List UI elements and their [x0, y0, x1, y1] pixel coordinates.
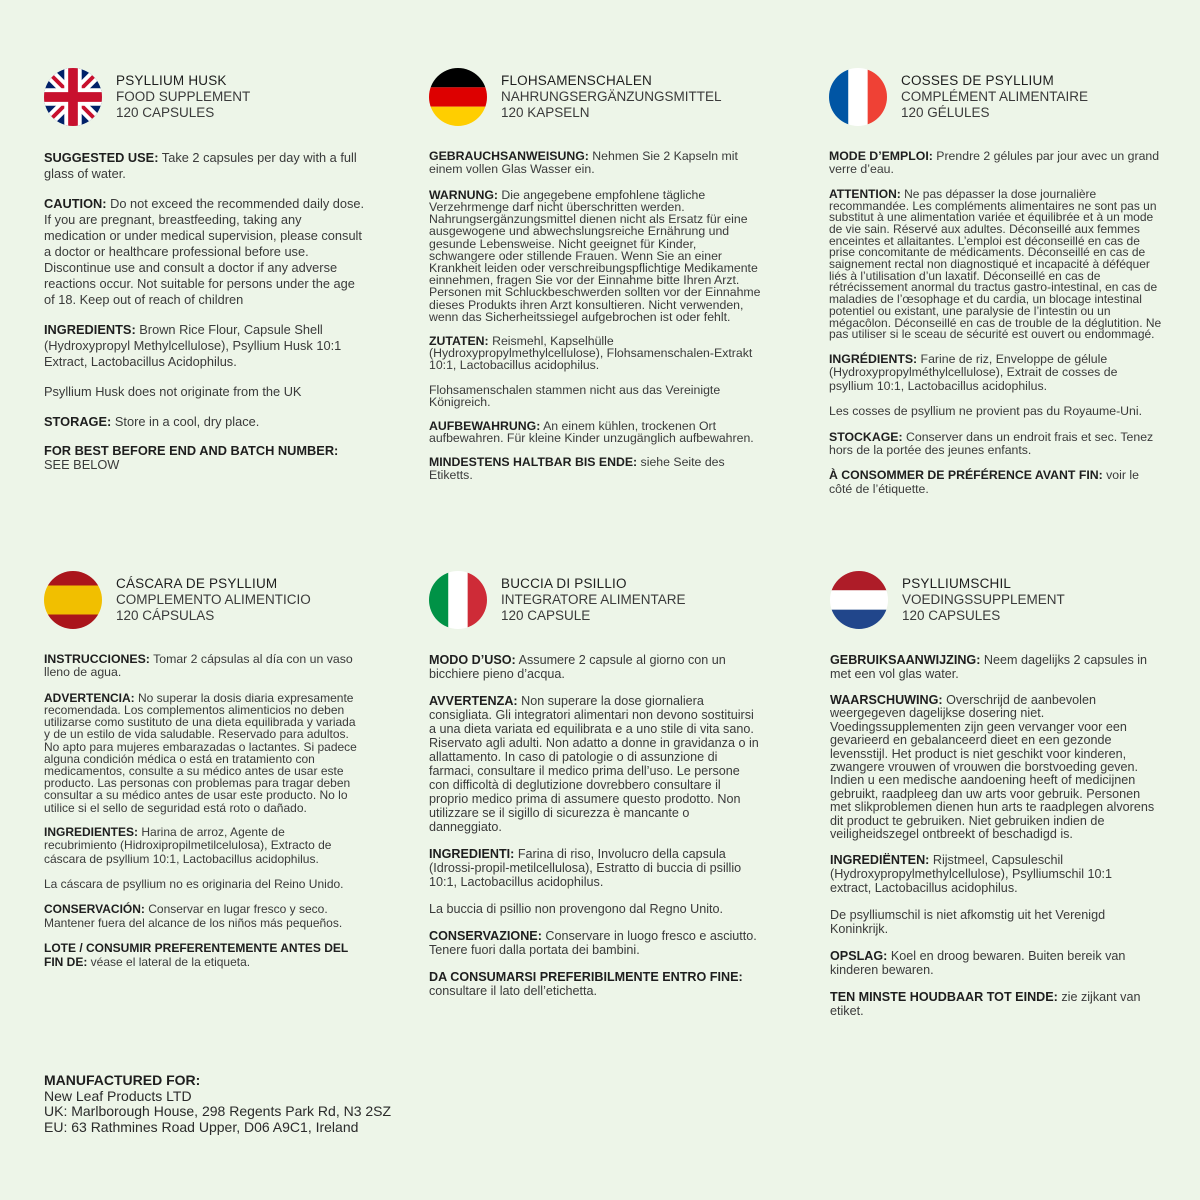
german-header [429, 66, 765, 128]
storage: OPSLAG: Koel en droog bewaren. Buiten bereik van kinderen bewaren. [830, 949, 1126, 978]
best-before: TEN MINSTE HOUDBAAR TOT EINDE: zie zijkant van etiket. [830, 990, 1141, 1019]
product-title: CÁSCARA DE PSYLLIUM [116, 576, 278, 591]
caution: ADVERTENCIA: No superar la dosis diaria expresamente recomendada. Los complementos alimenticios no deben utilizarse como sustituto de una dieta equilibrada y variada y de un estilo de vida saludable. Reservado para adultos. No apto para mujeres embarazadas o lactantes. Si padece alguna condición médica o está en tratamiento con medicamentos, consulte a su médico antes de usar este producto. Las personas con problemas para tragar deben consultar a su médico antes de usar este producto. No lo utilice si el sello de seguridad está roto o dañado. [44, 690, 357, 815]
origin-note: Les cosses de psyllium ne provient pas du Royaume-Uni. [829, 404, 1143, 419]
uk-address: UK: Marlborough House, 298 Regents Park Rd, N3 2SZ [44, 1103, 392, 1119]
french-section [829, 66, 1163, 508]
netherlands-flag-icon [830, 571, 888, 629]
suggested-use: GEBRUIKSAANWIJZING: Neem dagelijks 2 capsules in met een vol glas water. [830, 653, 1148, 681]
product-subtitle: COMPLÉMENT ALIMENTAIRE [901, 89, 1089, 104]
best-before: MINDESTENS HALTBAR BIS ENDE: siehe Seite des Etiketts. [429, 455, 725, 482]
origin-note: La buccia di psillio non provengono dal Regno Unito. [429, 902, 724, 916]
caution: WAARSCHUWING: Overschrijd de aanbevolen weergegeven dagelijkse dosering niet. Voedingssupplementen zijn geen vervanger voor een gevarieerd en gebalanceerd dieet en een gezonde levensstijl. Het product is niet geschikt voor kinderen, zwangere vrouwen of vrouwen die borstvoeding geven. Indien u een medische aandoening heeft of medicijnen gebruikt, raadpleeg dan uw arts voor gebruik. Personen met slikproblemen dienen hun arts te raadplegen alvorens dit product te gebruiken. Niet gebruiken indien de veiligheidszegel ontbreekt of beschadigd is. [830, 693, 1155, 842]
french-header [829, 66, 1163, 128]
italy-flag-icon [429, 571, 487, 629]
suggested-use: MODO D’USO: Assumere 2 capsule al giorno con un bicchiere pieno d’acqua. [429, 653, 726, 681]
ingredients: INGREDIENTS: Brown Rice Flour, Capsule Shell (Hydroxypropyl Methylcellulose), Psyllium Husk 10:1 Extract, Lactobacillus Acidophilus. [44, 322, 342, 369]
ingredients: INGREDIENTI: Farina di riso, Involucro della capsula (Idrossi-propil-metilcellulosa), Estratto di buccia di psillio 10:1, Lactobacillus acidophilus. [429, 847, 742, 889]
product-title: COSSES DE PSYLLIUM [901, 73, 1054, 88]
product-count: 120 CAPSULES [902, 608, 1001, 623]
product-subtitle: FOOD SUPPLEMENT [116, 89, 251, 104]
manufacturer-info [44, 1073, 391, 1135]
product-count: 120 GÉLULES [901, 105, 990, 120]
product-title: PSYLLIUM HUSK [116, 73, 227, 88]
german-section [429, 66, 765, 493]
france-flag-icon [829, 68, 887, 126]
product-subtitle: VOEDINGSSUPPLEMENT [902, 592, 1065, 607]
italian-header [429, 569, 759, 631]
spanish-section [44, 569, 360, 981]
manufactured-for-label: MANUFACTURED FOR: [44, 1072, 201, 1088]
ingredients: ZUTATEN: Reismehl, Kapselhülle (Hydroxypropylmethylcellulose), Flohsamenschalen-Extrakt 10:1, Lactobacillus acidophilus. [429, 334, 753, 373]
origin-note: Flohsamenschalen stammen nicht aus das Vereinigte Königreich. [429, 382, 721, 409]
suggested-use: GEBRAUCHSANWEISUNG: Nehmen Sie 2 Kapseln mit einem vollen Glas Wasser ein. [429, 149, 738, 177]
product-count: 120 CÁPSULAS [116, 608, 215, 623]
product-title: BUCCIA DI PSILLIO [501, 576, 627, 591]
product-count: 120 KAPSELN [501, 105, 590, 120]
product-subtitle: NAHRUNGSERGÄNZUNGSMITTEL [501, 89, 722, 104]
caution: CAUTION: Do not exceed the recommended daily dose. If you are pregnant, breastfeeding, taking any medication or under medical supervision, please consult a doctor or healthcare professional before use. Discontinue use and consult a doctor if any adverse reactions occur. Not suitable for persons under the age of 18. Keep out of reach of children [44, 196, 365, 307]
spain-flag-icon [44, 571, 102, 629]
caution: AVVERTENZA: Non superare la dose giornaliera consigliata. Gli integratori alimentari non devono sostituirsi a una dieta variata ed equilibrata e a uno stile di vita sano. Riservato agli adulti. Non adatto a donne in gravidanza o in allattamento. In caso di patologie o di assunzione di farmaci, consultare il medico prima dell’uso. Le persone con difficoltà di deglutizione dovrebbero consultare il proprio medico prima di assumere questo prodotto. Non utilizzare se il sigillo di sicurezza è mancante o danneggiato. [429, 694, 759, 834]
product-subtitle: INTEGRATORE ALIMENTARE [501, 592, 686, 607]
origin-note: Psyllium Husk does not originate from the UK [44, 384, 302, 399]
caution: ATTENTION: Ne pas dépasser la dose journalière recommandée. Les compléments alimentaires ne sont pas un substitut à une alimentation variée et équilibrée et à un mode de vie sain. Réservé aux adultes. Déconseillé aux femmes enceintes et allaitantes. L’emploi est déconseillé en cas de prise concomitante de médicaments. Déconseillé en cas de saignement rectal non diagnostiqué et incapacité à déféquer liés à l’utilisation d’un laxatif. Déconseillé en cas de rétrécissement anormal du tractus gastro-intestinal, en cas de maladies de l’œsophage et du cardia, un blocage intestinal potentiel ou existant, une paralysie de l’intestin ou un mégacôlon. Déconseillé en cas de trouble de la déglutition. Ne pas utiliser si le sceau de sécurité est ouvert ou endommagé. [829, 186, 1162, 342]
origin-note: La cáscara de psyllium no es originaria del Reino Unido. [44, 877, 344, 892]
storage: AUFBEWAHRUNG: An einem kühlen, trockenen Ort aufbewahren. Für kleine Kinder unzugänglich aufbewahren. [429, 419, 754, 446]
germany-flag-icon [429, 68, 487, 126]
caution: WARNUNG: Die angegebene empfohlene tägliche Verzehrmenge darf nicht überschritten werden. Nahrungsergänzungsmittel dienen nicht als Ersatz für eine ausgewogene und abwechslungsreiche Ernährung und gesunde Lebensweise. Nicht geeignet für Kinder, schwangere oder stillende Frauen. Wenn Sie an einer Krankheit leiden oder verschreibungspflichtige Medikamente einnehmen, fragen Sie vor der Einnahme bitte Ihren Arzt. Personen mit Schluckbeschwerden sollten vor der Einnahme dieses Produkts ihren Arzt konsultieren. Nicht verwenden, wenn das Sicherheitssiegel aufgebrochen ist oder fehlt. [429, 187, 761, 324]
eu-address: EU: 63 Rathmines Road Upper, D06 A9C1, Ireland [44, 1118, 359, 1135]
english-section [44, 66, 366, 486]
suggested-use: INSTRUCCIONES: Tomar 2 cápsulas al día con un vaso lleno de agua. [44, 652, 353, 680]
dutch-section [830, 569, 1156, 1031]
storage: STORAGE: Store in a cool, dry place. [44, 414, 260, 429]
suggested-use: SUGGESTED USE: Take 2 capsules per day with a full glass of water. [44, 150, 357, 181]
company-name: New Leaf Products LTD [44, 1087, 192, 1104]
product-title: FLOHSAMENSCHALEN [501, 73, 652, 88]
suggested-use: MODE D’EMPLOI: Prendre 2 gélules par jour avec un grand verre d’eau. [829, 149, 1160, 177]
ingredients: INGREDIENTES: Harina de arroz, Agente de recubrimiento (Hidroxipropilmetilcelulosa), Extracto de cáscara de psyllium 10:1, Lactobacillus acidophilus. [44, 824, 332, 866]
english-header [44, 66, 366, 128]
storage: STOCKAGE: Conserver dans un endroit frais et sec. Tenez hors de la portée des jeunes enfants. [829, 429, 1154, 457]
spanish-header [44, 569, 360, 631]
ingredients: INGREDIËNTEN: Rijstmeel, Capsuleschil (Hydroxypropylmethylcellulose), Psylliumschil 10:1 extract, Lactobacillus acidophilus. [830, 853, 1113, 896]
product-title: PSYLLIUMSCHIL [902, 576, 1012, 591]
dutch-header [830, 569, 1156, 631]
origin-note: De psylliumschil is niet afkomstig uit het Verenigd Koninkrijk. [830, 908, 1106, 937]
best-before: FOR BEST BEFORE END AND BATCH NUMBER: SEE BELOW [44, 443, 339, 472]
storage: CONSERVAZIONE: Conservare in luogo fresco e asciutto. Tenere fuori dalla portata dei bambini. [429, 929, 757, 957]
best-before: À CONSOMMER DE PRÉFÉRENCE AVANT FIN: voir le côté de l’étiquette. [829, 468, 1139, 496]
product-count: 120 CAPSULES [116, 105, 215, 120]
uk-flag-icon [44, 68, 102, 126]
storage: CONSERVACIÓN: Conservar en lugar fresco y seco. Mantener fuera del alcance de los niños más pequeños. [44, 902, 343, 930]
product-subtitle: COMPLEMENTO ALIMENTICIO [116, 592, 311, 607]
ingredients: INGRÉDIENTS: Farine de riz, Enveloppe de gélule (Hydroxypropylméthylcellulose), Extrait de cosses de psyllium 10:1, Lactobacillus acidophilus. [829, 351, 1118, 393]
best-before: LOTE / CONSUMIR PREFERENTEMENTE ANTES DEL FIN DE: véase el lateral de la etiqueta. [44, 941, 349, 969]
italian-section [429, 569, 759, 1011]
best-before: DA CONSUMARSI PREFERIBILMENTE ENTRO FINE: consultare il lato dell’etichetta. [429, 970, 743, 998]
product-count: 120 CAPSULE [501, 608, 591, 623]
